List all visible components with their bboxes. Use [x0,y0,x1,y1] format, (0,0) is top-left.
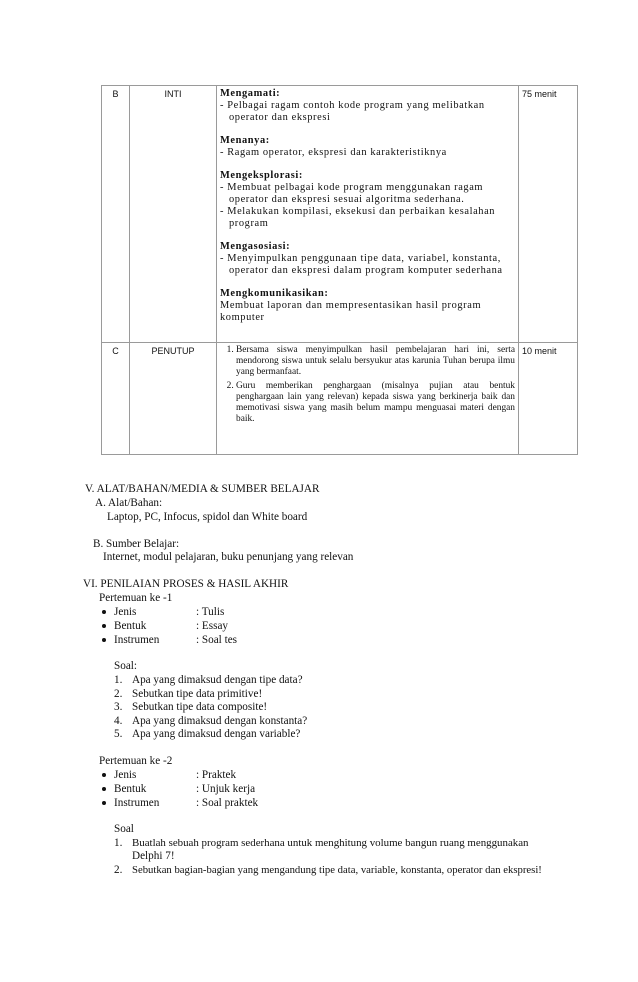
bullet-instrumen: Instrumen [102,796,159,810]
group-title-menanya: Menanya: [220,135,270,146]
value-bentuk: : Unjuk kerja [196,783,256,795]
meeting-2-title: Pertemuan ke -2 [99,755,173,767]
list-item: 2. Guru memberikan penghargaan (misalnya pujian atau bentuk penghargaan lain yang relevan) kepada siswa yang berkinerja baik dan memotivasi siswa yang masih belum mampu menguasai materi dengan baik. [236,381,515,426]
value-bentuk: : Essay [196,620,229,632]
row-time: 75 menit [519,86,578,343]
group-item: - Ragam operator, ekspresi dan karakteristiknya [220,147,447,158]
soal-item-text: Apa yang dimaksud dengan konstanta? [132,715,308,727]
value-jenis: : Praktek [196,769,237,781]
value-jenis: : Tulis [196,606,225,618]
section-v-a-label: A. Alat/Bahan: [95,497,163,509]
row-activities [217,86,519,343]
row-activities [217,343,519,455]
row-stage: PENUTUP [130,343,217,455]
bullet-jenis: Jenis [102,768,136,782]
list-item: 1. Bersama siswa menyimpulkan hasil pembelajaran hari ini, serta mendorong siswa untuk selalu bersyukur atas karunia Tuhan berupa ilmu yang bermanfaat. [236,345,515,379]
group-item: Membuat laporan dan mempresentasikan hasil program komputer [220,300,482,323]
group-item: - Pelbagai ragam contoh kode program yang melibatkan operator dan ekspresi [220,100,485,123]
soal-item: 1. [114,674,123,686]
bullet-jenis: Jenis [102,605,136,619]
section-vi-heading: VI. PENILAIAN PROSES & HASIL AKHIR [83,578,289,590]
soal-item-text-cont: Delphi 7! [132,850,175,862]
soal-item-text: Apa yang dimaksud dengan variable? [132,728,301,740]
group-title-mengasosiasi: Mengasosiasi: [220,241,291,252]
closing-list [220,345,515,425]
soal-item-text: Sebutkan tipe data primitive! [132,688,263,700]
soal-2-title: Soal [114,823,134,835]
group-title-mengkomunikasikan: Mengkomunikasikan: [220,288,329,299]
table-row-inti [102,86,578,343]
group-title-mengeksplorasi: Mengeksplorasi: [220,170,303,181]
soal-1-title: Soal: [114,660,137,672]
activity-table [101,85,578,455]
table-row-penutup [102,343,578,455]
soal-item-text: Sebutkan bagian-bagian yang mengandung tipe data, variable, konstanta, operator dan ekspresi! [132,864,542,876]
value-instrumen: : Soal praktek [196,797,259,809]
row-time: 10 menit [519,343,578,455]
bullet-bentuk: Bentuk [102,619,146,633]
group-title-mengamati: Mengamati: [220,88,281,99]
group-item: - Melakukan kompilasi, eksekusi dan perbaikan kesalahan program [220,206,496,229]
soal-item: 1. [114,837,123,849]
soal-item-text: Sebutkan tipe data composite! [132,701,268,713]
soal-item-text: Buatlah sebuah program sederhana untuk menghitung volume bangun ruang menggunakan [132,837,529,849]
soal-item: 4. [114,715,123,727]
soal-item: 5. [114,728,123,740]
section-v-b-label: B. Sumber Belajar: [93,538,180,550]
bullet-bentuk: Bentuk [102,782,146,796]
section-v-a-text: Laptop, PC, Infocus, spidol dan White board [107,511,308,523]
group-item: - Menyimpulkan penggunaan tipe data, variabel, konstanta, operator dan ekspresi dalam program komputer sederhana [220,253,503,276]
soal-item: 2. [114,688,123,700]
soal-item: 2. [114,864,123,876]
bullet-instrumen: Instrumen [102,633,159,647]
soal-item: 3. [114,701,123,713]
soal-item-text: Apa yang dimaksud dengan tipe data? [132,674,303,686]
value-instrumen: : Soal tes [196,634,238,646]
section-v-b-text: Internet, modul pelajaran, buku penunjang yang relevan [103,551,354,563]
group-item: - Membuat pelbagai kode program menggunakan ragam operator dan ekspresi sesuai algoritma sederhana. [220,182,484,205]
meeting-1-title: Pertemuan ke -1 [99,592,173,604]
row-stage: INTI [130,86,217,343]
section-v-heading: V. ALAT/BAHAN/MEDIA & SUMBER BELAJAR [85,483,320,495]
row-code: B [102,86,130,343]
row-code: C [102,343,130,455]
